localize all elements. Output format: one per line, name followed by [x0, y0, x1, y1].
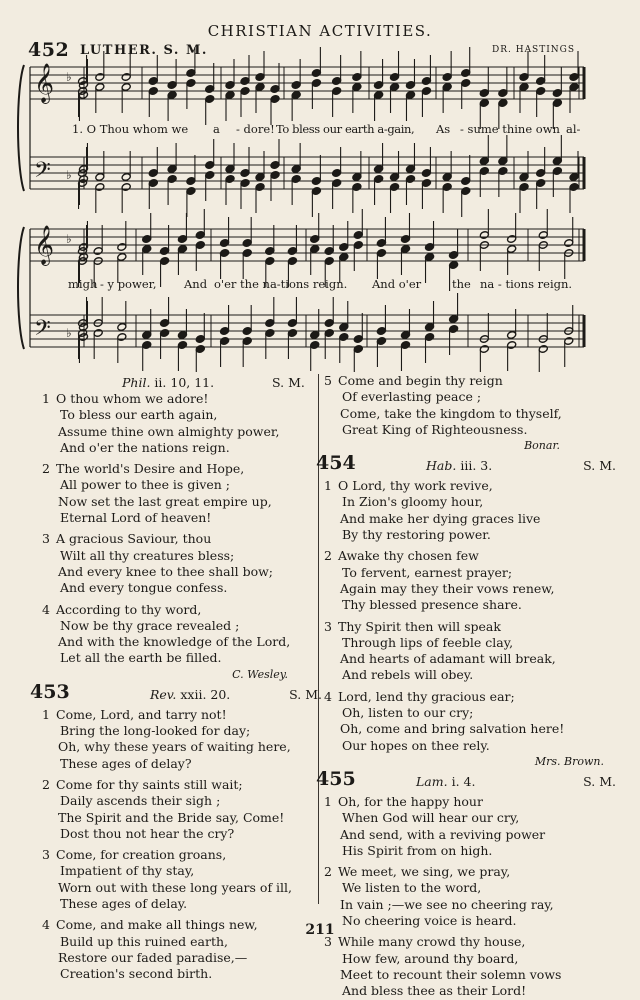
- left-column: [30, 391, 322, 983]
- verse-line: Of everlasting peace ;: [342, 389, 482, 405]
- verse-number: 2: [324, 864, 332, 880]
- verse-line: Now set the last great empire up,: [58, 493, 272, 509]
- verse-line: When God will hear our cry,: [342, 810, 520, 826]
- verse-number: 4: [42, 917, 50, 933]
- verse-line: And every tongue confess.: [60, 580, 228, 596]
- reference-verse: ii. 10, 11.: [154, 375, 215, 390]
- music-score: [0, 0, 640, 372]
- verse-line: Creation's second birth.: [60, 966, 213, 982]
- author: Bonar.: [524, 439, 560, 453]
- verse-line: O thou whom we adore!: [56, 391, 209, 406]
- verse: [42, 777, 322, 842]
- running-head: CHRISTIAN ACTIVITIES.: [207, 22, 433, 40]
- lyric-syllable: - dore!: [236, 122, 275, 136]
- verse: [324, 689, 604, 754]
- hymn-number-453: 453: [30, 680, 70, 703]
- verse: [42, 531, 322, 596]
- verse-number: 2: [42, 461, 50, 477]
- verse-line: Lord, lend thy gracious ear;: [338, 688, 515, 704]
- verse-line: Oh, listen to our cry;: [342, 705, 474, 721]
- verse-line: And with the knowledge of the Lord,: [58, 634, 291, 650]
- lyric-syllable: al-: [566, 122, 581, 136]
- verse-number: 1: [42, 391, 50, 406]
- reference-verse: i. 4.: [451, 773, 476, 789]
- verse: [324, 934, 604, 999]
- verse-line: Come, and make all things new,: [56, 917, 258, 933]
- scripture-reference: [426, 458, 492, 474]
- verse-number: 5: [324, 373, 332, 388]
- verse-line: Awake thy chosen few: [338, 548, 479, 564]
- lyric-syllable: To bless our earth a-gain,: [276, 122, 415, 136]
- verse-line: And rebels will obey.: [342, 667, 474, 683]
- verse: [324, 373, 604, 438]
- verse-line: Meet to recount their solemn vows: [340, 966, 562, 982]
- verse-line: Dost thou not hear the cry?: [60, 825, 235, 841]
- composer: DR. HASTINGS: [492, 45, 576, 55]
- verse-line: Our hopes on thee rely.: [342, 737, 490, 753]
- verse-line: Bring the long-looked for day;: [60, 723, 251, 739]
- verse: [42, 391, 322, 456]
- verse: [324, 864, 604, 929]
- verse-line: Oh, come and bring salvation here!: [340, 721, 565, 737]
- lyric-syllable: And: [184, 277, 208, 291]
- verse: [324, 478, 604, 543]
- verse-line: No cheering voice is heard.: [342, 913, 517, 929]
- treble-clef-icon: 𝄞: [34, 63, 55, 103]
- verse-line: Wilt all thy creatures bless;: [60, 547, 235, 563]
- verse-line: His Spirit from on high.: [342, 842, 493, 858]
- verse-line: Daily ascends their sigh ;: [60, 793, 221, 809]
- verse-number: 3: [324, 618, 332, 634]
- verse-line: By thy restoring power.: [342, 527, 491, 543]
- verse: [42, 707, 322, 772]
- verse-line: Eternal Lord of heaven!: [60, 510, 212, 526]
- bass-clef-icon: 𝄢: [34, 158, 51, 188]
- verse-line: To fervent, earnest prayer;: [342, 564, 513, 580]
- key-flat-icon: ♭: [66, 326, 72, 340]
- verse-line: To bless our earth again,: [60, 407, 218, 423]
- verse-line: And o'er the nations reign.: [60, 439, 230, 455]
- key-flat-icon: ♭: [66, 168, 72, 182]
- hymn-number-454: 454: [316, 452, 356, 475]
- verse-line: These ages of delay?: [60, 755, 192, 771]
- scripture-reference: [150, 687, 230, 703]
- verse-line: Through lips of feeble clay,: [342, 634, 514, 650]
- verse-line: Come for thy saints still wait;: [56, 776, 243, 792]
- verse-line: Oh, for the happy hour: [338, 793, 483, 809]
- verse-line: Impatient of thy stay,: [60, 863, 195, 879]
- hymn-number-452: 452: [28, 39, 70, 61]
- lyric-syllable: - sume thine own: [460, 122, 560, 136]
- verse-line: Thy blessed presence share.: [342, 597, 522, 613]
- key-flat-icon: ♭: [66, 232, 72, 246]
- lyric-syllable: o'er the na-tions reign.: [214, 277, 348, 291]
- verse-line: Oh, why these years of waiting here,: [58, 739, 291, 755]
- verse-number: 1: [42, 706, 50, 722]
- verse-line: And make her dying graces live: [340, 510, 541, 526]
- reference-book: Phil.: [122, 375, 151, 390]
- verse-line: Let all the earth be filled.: [60, 650, 222, 666]
- verse-number: 3: [42, 847, 50, 863]
- verse-line: In vain ;—we see no cheering ray,: [340, 896, 554, 912]
- verse-line: The world's Desire and Hope,: [56, 461, 245, 477]
- verse-line: Assume thine own almighty power,: [58, 423, 280, 439]
- verse-line: Thy Spirit then will speak: [338, 618, 501, 634]
- verse-number: 2: [42, 776, 50, 792]
- verse: [42, 602, 322, 667]
- hymn-header: [316, 454, 616, 478]
- meter: S. M.: [289, 686, 322, 702]
- verse-line: All power to thee is given ;: [60, 477, 231, 493]
- verse-line: The Spirit and the Bride say, Come!: [58, 809, 285, 825]
- verse: [324, 548, 604, 613]
- hymn-header: [30, 680, 322, 707]
- scripture-reference: [416, 774, 475, 790]
- lyric-syllable: As: [436, 122, 451, 136]
- verse-line: And hearts of adamant will break,: [340, 651, 556, 667]
- lyric-syllable: migh: [68, 277, 98, 291]
- verse-line: Restore our faded paradise,—: [58, 949, 248, 965]
- lyric-syllable: 1. O Thou whom we: [72, 122, 189, 136]
- verse-line: While many crowd thy house,: [338, 934, 526, 950]
- verse-line: We meet, we sing, we pray,: [338, 864, 511, 880]
- author: C. Wesley.: [232, 667, 288, 681]
- verse-number: 3: [42, 531, 50, 547]
- verse-line: We listen to the word,: [342, 880, 482, 896]
- verse: [324, 794, 604, 859]
- verse-line: Come and begin thy reign: [338, 373, 503, 388]
- lyric-syllable: And o'er: [372, 277, 422, 291]
- verse-line: These ages of delay.: [60, 896, 188, 912]
- reference-verse: iii. 3.: [460, 458, 493, 474]
- verse-number: 2: [324, 548, 332, 564]
- verse-number: 1: [324, 793, 332, 809]
- verse-line: According to thy word,: [56, 601, 202, 617]
- verse-line: In Zion's gloomy hour,: [342, 494, 484, 510]
- lyric-syllable: - y power,: [100, 277, 157, 291]
- verse-line: Again may they their vows renew,: [340, 580, 555, 596]
- brace: [18, 65, 24, 191]
- verse-number: 4: [42, 601, 50, 617]
- verse-line: Come, take the kingdom to thyself,: [340, 405, 562, 421]
- verse-number: 3: [324, 934, 332, 950]
- reference-book: Rev.: [150, 686, 177, 702]
- verse-line: Come, Lord, and tarry not!: [56, 706, 227, 722]
- tune-name: LUTHER. S. M.: [80, 43, 208, 58]
- meter: S. M.: [583, 458, 616, 474]
- hymn-number-455: 455: [316, 767, 356, 790]
- lyric-syllable: the: [452, 277, 471, 291]
- verse-line: And every knee to thee shall bow;: [58, 563, 274, 579]
- treble-clef-icon: 𝄞: [34, 225, 55, 265]
- bass-clef-icon: 𝄢: [34, 316, 51, 346]
- verse-line: Now be thy grace revealed ;: [60, 617, 240, 633]
- meter: S. M.: [583, 773, 616, 789]
- verse-line: Worn out with these long years of ill,: [58, 879, 293, 895]
- reference-book: Hab.: [426, 458, 457, 474]
- reference-book: Lam.: [416, 773, 448, 789]
- hymn-header: [316, 767, 616, 794]
- verse-line: How few, around thy board,: [342, 950, 519, 966]
- page-number: 211: [305, 922, 335, 938]
- key-flat-icon: ♭: [66, 70, 72, 84]
- meter: S. M.: [272, 375, 305, 390]
- verse-line: A gracious Saviour, thou: [56, 531, 212, 547]
- verse-line: O Lord, thy work revive,: [338, 478, 493, 494]
- verse-line: Great King of Righteousness.: [342, 421, 528, 437]
- verse: [42, 461, 322, 526]
- author: Mrs. Brown.: [534, 754, 604, 768]
- lyric-syllable: na - tions reign.: [480, 277, 573, 291]
- verse-number: 4: [324, 688, 332, 704]
- verse-line: And bless thee as their Lord!: [342, 983, 527, 999]
- verse-line: And send, with a reviving power: [340, 826, 546, 842]
- lyric-syllable: a: [213, 122, 220, 136]
- verse-number: 1: [324, 478, 332, 494]
- verse: [42, 847, 322, 912]
- brace: [18, 227, 24, 349]
- reference-verse: xxii. 20.: [180, 686, 231, 702]
- verse-line: Build up this ruined earth,: [60, 933, 229, 949]
- scripture-reference: [122, 375, 214, 390]
- verse-line: Come, for creation groans,: [56, 847, 227, 863]
- verse: [324, 619, 604, 684]
